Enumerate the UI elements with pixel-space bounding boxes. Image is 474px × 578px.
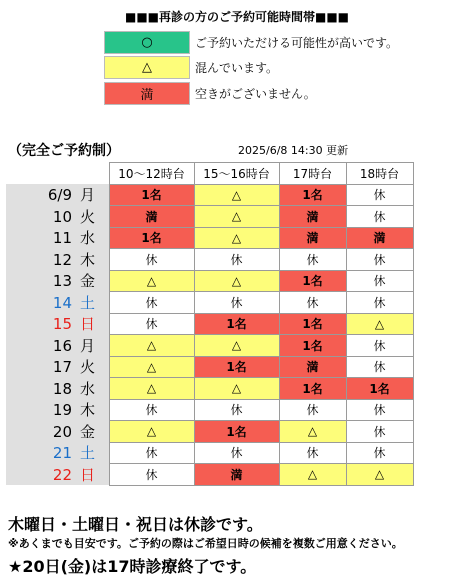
row-date-number: 13 bbox=[52, 272, 72, 291]
slot-cell: 休 bbox=[109, 442, 194, 464]
table-header-row bbox=[6, 163, 413, 185]
table-row bbox=[6, 227, 413, 249]
slot-cell: 1名 bbox=[279, 335, 346, 357]
row-weekday: 月 bbox=[80, 186, 96, 205]
slot-cell: △ bbox=[109, 356, 194, 378]
row-weekday: 水 bbox=[80, 379, 96, 398]
slot-cell: △ bbox=[194, 184, 279, 206]
row-date bbox=[6, 313, 109, 335]
closed-days-note: 木曜日・土曜日・祝日は休診です。 bbox=[8, 515, 263, 534]
table-row bbox=[6, 421, 413, 443]
slot-cell: △ bbox=[279, 464, 346, 486]
slot-cell: 満 bbox=[109, 206, 194, 228]
table-row bbox=[6, 292, 413, 314]
slot-cell: △ bbox=[109, 378, 194, 400]
row-date bbox=[6, 249, 109, 271]
legend-text-crowded: 混んでいます。 bbox=[195, 61, 279, 75]
slot-cell: 休 bbox=[194, 292, 279, 314]
slot-cell: 休 bbox=[346, 399, 413, 421]
row-weekday: 土 bbox=[80, 444, 96, 463]
slot-cell: 休 bbox=[346, 184, 413, 206]
slot-cell: △ bbox=[279, 421, 346, 443]
table-row bbox=[6, 356, 413, 378]
slot-cell: 満 bbox=[279, 227, 346, 249]
row-weekday: 金 bbox=[80, 422, 96, 441]
row-date-number: 18 bbox=[52, 379, 72, 398]
row-date bbox=[6, 184, 109, 206]
row-date-number: 22 bbox=[52, 465, 72, 484]
row-date bbox=[6, 270, 109, 292]
schedule-table bbox=[6, 162, 414, 486]
slot-cell: 満 bbox=[279, 356, 346, 378]
slot-cell: △ bbox=[109, 421, 194, 443]
legend-swatch-full: 満 bbox=[104, 82, 190, 105]
slot-cell: 休 bbox=[346, 270, 413, 292]
row-date-number: 6/9 bbox=[47, 186, 72, 205]
slot-cell: 休 bbox=[346, 442, 413, 464]
row-date-number: 15 bbox=[52, 315, 72, 334]
row-date bbox=[6, 442, 109, 464]
header-slot-15-16: 15～16時台 bbox=[194, 163, 279, 185]
slot-cell: △ bbox=[109, 335, 194, 357]
slot-cell: 1名 bbox=[109, 184, 194, 206]
row-weekday: 水 bbox=[80, 229, 96, 248]
legend-title: ■■■再診の方のご予約可能時間帯■■■ bbox=[124, 10, 350, 24]
slot-cell: 休 bbox=[194, 399, 279, 421]
row-date bbox=[6, 227, 109, 249]
row-weekday: 土 bbox=[80, 293, 96, 312]
slot-cell: 休 bbox=[279, 399, 346, 421]
slot-cell: 休 bbox=[346, 249, 413, 271]
table-row bbox=[6, 313, 413, 335]
row-weekday: 火 bbox=[80, 207, 96, 226]
row-date bbox=[6, 378, 109, 400]
header-slot-17: 17時台 bbox=[279, 163, 346, 185]
row-date bbox=[6, 356, 109, 378]
updated-timestamp: 2025/6/8 14:30 更新 bbox=[238, 144, 349, 157]
legend-row-available bbox=[104, 31, 474, 54]
row-date-number: 21 bbox=[52, 444, 72, 463]
slot-cell: 1名 bbox=[194, 421, 279, 443]
row-date-number: 10 bbox=[52, 207, 72, 226]
row-date-number: 14 bbox=[52, 293, 72, 312]
table-row bbox=[6, 270, 413, 292]
row-weekday: 金 bbox=[80, 272, 96, 291]
slot-cell: 1名 bbox=[279, 313, 346, 335]
header-slot-18: 18時台 bbox=[346, 163, 413, 185]
row-date-number: 16 bbox=[52, 336, 72, 355]
table-row bbox=[6, 184, 413, 206]
row-date bbox=[6, 206, 109, 228]
slot-cell: 1名 bbox=[194, 356, 279, 378]
slot-cell: △ bbox=[194, 206, 279, 228]
slot-cell: 満 bbox=[194, 464, 279, 486]
slot-cell: 休 bbox=[279, 292, 346, 314]
table-row bbox=[6, 464, 413, 486]
slot-cell: 満 bbox=[346, 227, 413, 249]
row-date-number: 20 bbox=[52, 422, 72, 441]
table-row bbox=[6, 249, 413, 271]
row-weekday: 日 bbox=[80, 315, 96, 334]
slot-cell: 休 bbox=[346, 421, 413, 443]
slot-cell: 休 bbox=[109, 399, 194, 421]
row-date bbox=[6, 421, 109, 443]
slot-cell: △ bbox=[194, 270, 279, 292]
slot-cell: △ bbox=[346, 464, 413, 486]
slot-cell: 満 bbox=[279, 206, 346, 228]
slot-cell: 休 bbox=[109, 464, 194, 486]
slot-cell: △ bbox=[194, 227, 279, 249]
table-row bbox=[6, 378, 413, 400]
row-weekday: 木 bbox=[80, 401, 96, 420]
slot-cell: △ bbox=[346, 313, 413, 335]
special-hours-note: ★20日(金)は17時診療終了です。 bbox=[8, 557, 257, 576]
legend-swatch-available: ○ bbox=[104, 31, 190, 54]
reservation-note: （完全ご予約制） bbox=[8, 143, 120, 159]
slot-cell: 休 bbox=[194, 442, 279, 464]
legend-row-crowded bbox=[104, 56, 474, 79]
legend-text-available: ご予約いただける可能性が高いです。 bbox=[195, 36, 399, 50]
row-weekday: 日 bbox=[80, 465, 96, 484]
slot-cell: △ bbox=[109, 270, 194, 292]
slot-cell: △ bbox=[194, 335, 279, 357]
slot-cell: 1名 bbox=[279, 270, 346, 292]
slot-cell: 休 bbox=[346, 335, 413, 357]
header-blank bbox=[6, 163, 109, 185]
table-row bbox=[6, 442, 413, 464]
slot-cell: 1名 bbox=[194, 313, 279, 335]
slot-cell: △ bbox=[194, 378, 279, 400]
row-date-number: 11 bbox=[52, 229, 72, 248]
table-row bbox=[6, 399, 413, 421]
row-date bbox=[6, 335, 109, 357]
slot-cell: 1名 bbox=[279, 378, 346, 400]
slot-cell: 休 bbox=[194, 249, 279, 271]
legend-swatch-crowded: △ bbox=[104, 56, 190, 79]
row-weekday: 月 bbox=[80, 336, 96, 355]
row-date-number: 17 bbox=[52, 358, 72, 377]
slot-cell: 休 bbox=[346, 356, 413, 378]
row-weekday: 火 bbox=[80, 358, 96, 377]
row-date-number: 19 bbox=[52, 401, 72, 420]
slot-cell: 休 bbox=[279, 249, 346, 271]
legend-text-full: 空きがございません。 bbox=[195, 87, 316, 101]
slot-cell: 1名 bbox=[279, 184, 346, 206]
row-date-number: 12 bbox=[52, 250, 72, 269]
slot-cell: 休 bbox=[109, 292, 194, 314]
legend-row-full bbox=[104, 82, 474, 105]
header-slot-10-12: 10～12時台 bbox=[109, 163, 194, 185]
slot-cell: 休 bbox=[109, 313, 194, 335]
table-row bbox=[6, 335, 413, 357]
slot-cell: 1名 bbox=[109, 227, 194, 249]
slot-cell: 休 bbox=[346, 206, 413, 228]
table-row bbox=[6, 206, 413, 228]
row-date bbox=[6, 292, 109, 314]
disclaimer-note: ※あくまでも目安です。ご予約の際はご希望日時の候補を複数ご用意ください。 bbox=[8, 537, 403, 550]
slot-cell: 休 bbox=[109, 249, 194, 271]
slot-cell: 休 bbox=[346, 292, 413, 314]
row-weekday: 木 bbox=[80, 250, 96, 269]
row-date bbox=[6, 399, 109, 421]
row-date bbox=[6, 464, 109, 486]
slot-cell: 休 bbox=[279, 442, 346, 464]
slot-cell: 1名 bbox=[346, 378, 413, 400]
